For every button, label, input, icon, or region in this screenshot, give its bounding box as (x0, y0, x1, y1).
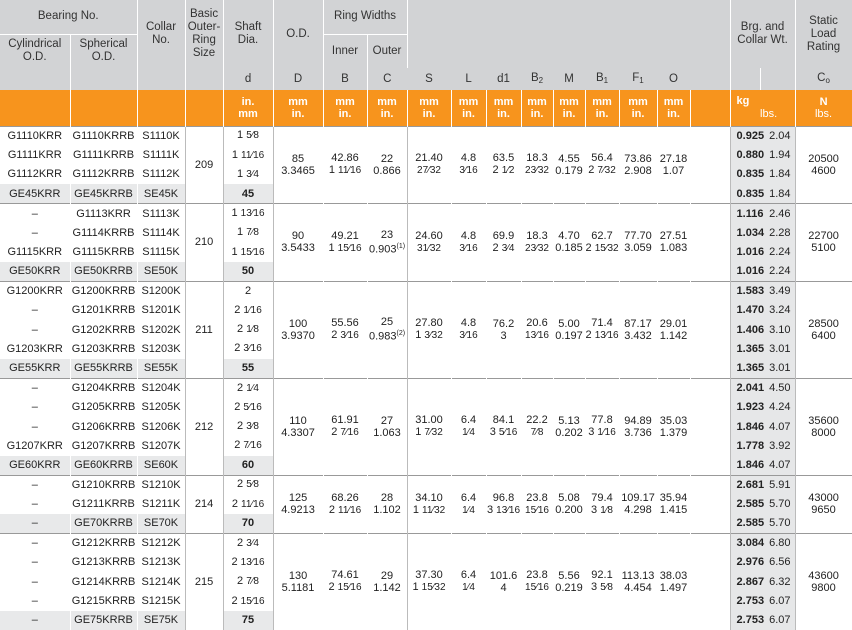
col-b2-cell: 23.8 15⁄16 (521, 533, 553, 630)
col-s-cell: 31.00 1 7⁄32 (407, 378, 451, 475)
cylindrical-od-cell: G1112KRR (7, 168, 63, 181)
table-row (0, 475, 852, 494)
static-load-cell: 43000 9650 (795, 475, 852, 533)
col-f1-cell: 94.89 3.736 (619, 378, 657, 475)
weight-lbs-cell: 1.94 (760, 145, 795, 164)
shaft-dia-cell: 2 1⁄8 (223, 320, 273, 339)
cylindrical-od-cell: – (0, 533, 70, 552)
cylindrical-od-cell: GE45KRR (0, 184, 70, 203)
col-m-cell: 5.00 0.197 (553, 281, 585, 378)
brg-collar-wt-header: Brg. and Collar Wt. (730, 0, 795, 68)
col-d1-cell: 76.2 3 (486, 281, 521, 378)
bearing-no-header: Bearing No. (0, 0, 137, 34)
cylindrical-od-cell: – (0, 475, 70, 494)
weight-lbs-cell: 3.49 (760, 281, 795, 300)
weight-kg-cell: 2.585 (730, 494, 760, 513)
cylindrical-od-header: Cylindrical O.D. (0, 34, 70, 68)
unit-mm-in: mm in. (323, 90, 367, 126)
collar-no-cell: S1110K (137, 126, 185, 145)
col-f1-cell: 109.17 4.298 (619, 475, 657, 533)
shaft-dia-cell: 2 11⁄16 (223, 494, 273, 513)
unit-lbs: lbs. (760, 90, 795, 126)
col-od-cell: 85 3.3465 (273, 126, 323, 204)
shaft-dia-cell: 75 (223, 611, 273, 630)
spherical-od-cell: G1204KRRB (70, 378, 137, 397)
col-f1-header: $F_1$ (619, 68, 657, 90)
cylindrical-od-cell: GE60KRR (0, 456, 70, 475)
col-od-cell: 100 3.9370 (273, 281, 323, 378)
col-o-header: O (657, 68, 690, 90)
weight-lbs-cell: 6.56 (760, 553, 795, 572)
spherical-od-cell: G1202KRRB (70, 320, 137, 339)
col-od-cell: 110 4.3307 (273, 378, 323, 475)
unit-mm-in: mm in. (273, 90, 323, 126)
weight-kg-cell: 3.084 (730, 533, 760, 552)
spherical-od-cell: G1213KRRB (70, 553, 137, 572)
spherical-od-cell: GE50KRRB (70, 262, 137, 281)
col-d1-cell: 63.5 2 1⁄2 (486, 126, 521, 204)
col-b1-cell: 79.4 3 1⁄8 (585, 475, 619, 533)
col-s-cell: 37.30 1 15⁄32 (407, 533, 451, 630)
weight-kg-cell: 1.016 (730, 242, 760, 261)
basic-ring-size-cell: 215 (185, 533, 223, 630)
spherical-od-cell: GE45KRRB (70, 184, 137, 203)
col-inner-b-cell: 74.61 2 15⁄16 (323, 533, 367, 630)
collar-no-cell: S1111K (137, 145, 185, 164)
col-b2-cell: 18.3 23⁄32 (521, 204, 553, 282)
cylindrical-od-cell: – (0, 514, 70, 533)
spherical-od-cell: G1113KRR (70, 204, 137, 223)
weight-lbs-cell: 6.07 (760, 611, 795, 630)
col-b2-cell: 22.2 7⁄8 (521, 378, 553, 475)
col-o-cell: 35.94 1.415 (657, 475, 690, 533)
col-outer-c-cell: 23 0.903$^{(1)}$ (367, 204, 407, 282)
weight-kg-cell: 2.585 (730, 514, 760, 533)
cylindrical-od-cell: – (0, 611, 70, 630)
col-m-cell: 4.55 0.179 (553, 126, 585, 204)
col-o-cell: 27.51 1.083 (657, 204, 690, 282)
col-od-cell: 125 4.9213 (273, 475, 323, 533)
weight-kg-cell: 2.681 (730, 475, 760, 494)
weight-lbs-cell: 4.07 (760, 417, 795, 436)
static-load-cell: 43600 9800 (795, 533, 852, 630)
weight-lbs-cell: 2.28 (760, 223, 795, 242)
basic-ring-size-cell: 212 (185, 378, 223, 475)
weight-kg-cell: 0.925 (730, 126, 760, 145)
spherical-od-cell: G1214KRRB (70, 572, 137, 591)
shaft-dia-cell: 1 15⁄16 (223, 242, 273, 261)
collar-no-cell: S1113K (137, 204, 185, 223)
table-row (0, 378, 852, 397)
spherical-od-cell: G1211KRRB (70, 494, 137, 513)
shaft-dia-cell: 2 1⁄16 (223, 301, 273, 320)
basic-ring-size-header: Basic Outer- Ring Size (185, 0, 223, 68)
col-o-cell: 35.03 1.379 (657, 378, 690, 475)
spherical-od-cell: GE75KRRB (70, 611, 137, 630)
col-m-cell: 4.70 0.185 (553, 204, 585, 282)
weight-kg-cell: 1.778 (730, 436, 760, 455)
spherical-od-cell: G1206KRRB (70, 417, 137, 436)
cylindrical-od-cell: G1115KRR (7, 246, 63, 259)
col-b2-cell: 20.6 13⁄16 (521, 281, 553, 378)
col-s-cell: 34.10 1 11⁄32 (407, 475, 451, 533)
col-f1-cell: 73.86 2.908 (619, 126, 657, 204)
col-l-header: L (451, 68, 486, 90)
col-l-cell: 6.4 1⁄4 (451, 533, 486, 630)
symbol-cell (185, 68, 223, 90)
spherical-od-cell: G1212KRRB (70, 533, 137, 552)
weight-kg-cell: 2.976 (730, 553, 760, 572)
col-l-cell: 4.8 3⁄16 (451, 204, 486, 282)
shaft-dia-cell: 1 3⁄4 (223, 165, 273, 184)
weight-kg-cell: 2.867 (730, 572, 760, 591)
spherical-od-cell: G1110KRRB (70, 126, 137, 145)
spherical-od-header: Spherical O.D. (70, 34, 137, 68)
col-d1-cell: 101.6 4 (486, 533, 521, 630)
weight-kg-cell: 1.846 (730, 417, 760, 436)
col-o-cell: 29.01 1.142 (657, 281, 690, 378)
spherical-od-cell: GE70KRRB (70, 514, 137, 533)
cylindrical-od-cell: GE55KRR (0, 359, 70, 378)
weight-kg-cell: 1.116 (730, 204, 760, 223)
weight-kg-cell: 1.583 (730, 281, 760, 300)
col-inner-b-cell: 49.21 1 15⁄16 (323, 204, 367, 282)
spherical-od-cell: G1203KRRB (70, 339, 137, 358)
static-load-cell: 20500 4600 (795, 126, 852, 204)
col-outer-c-cell: 29 1.142 (367, 533, 407, 630)
shaft-dia-header: Shaft Dia. (223, 0, 273, 68)
spherical-od-cell: G1114KRRB (70, 223, 137, 242)
weight-kg-cell: 1.016 (730, 262, 760, 281)
spherical-od-cell: G1215KRRB (70, 591, 137, 610)
collar-no-cell: S1205K (137, 397, 185, 416)
symbol-cell: D (273, 68, 323, 90)
spherical-od-cell: G1200KRRB (70, 281, 137, 300)
inner-header: Inner (323, 34, 367, 68)
col-l-cell: 4.8 3⁄16 (451, 281, 486, 378)
weight-kg-cell: 1.846 (730, 456, 760, 475)
collar-no-cell: S1214K (137, 572, 185, 591)
shaft-dia-cell: 45 (223, 184, 273, 203)
unit-mm-in: mm in. (451, 90, 486, 126)
unit-mm-in: mm in. (486, 90, 521, 126)
weight-lbs-cell: 6.32 (760, 572, 795, 591)
collar-no-cell: S1203K (137, 339, 185, 358)
weight-lbs-cell: 6.80 (760, 533, 795, 552)
col-d1-cell: 96.8 3 13⁄16 (486, 475, 521, 533)
weight-lbs-cell: 1.84 (760, 165, 795, 184)
weight-lbs-cell: 5.70 (760, 514, 795, 533)
shaft-dia-cell: 2 5⁄8 (223, 475, 273, 494)
collar-no-cell: S1201K (137, 301, 185, 320)
collar-no-cell: S1200K (137, 281, 185, 300)
shaft-dia-cell: 2 15⁄16 (223, 591, 273, 610)
col-l-cell: 6.4 1⁄4 (451, 378, 486, 475)
cylindrical-od-cell: G1110KRR (0, 126, 70, 145)
collar-no-cell: S1212K (137, 533, 185, 552)
weight-lbs-cell: 5.91 (760, 475, 795, 494)
shaft-dia-cell: 2 5⁄16 (223, 397, 273, 416)
unit-mm-in: mm in. (407, 90, 451, 126)
weight-lbs-cell: 2.46 (760, 204, 795, 223)
weight-lbs-cell: 3.10 (760, 320, 795, 339)
shaft-dia-cell: 2 1⁄4 (223, 378, 273, 397)
cylindrical-od-cell: – (31, 556, 38, 569)
cylindrical-od-cell: – (31, 420, 38, 433)
col-s-cell: 27.80 1 3⁄32 (407, 281, 451, 378)
shaft-dia-cell: 2 13⁄16 (223, 553, 273, 572)
shaft-dia-cell: 1 7⁄8 (223, 223, 273, 242)
unit-mm-in: mm in. (367, 90, 407, 126)
weight-kg-cell: 2.753 (730, 611, 760, 630)
collar-no-cell: S1204K (137, 378, 185, 397)
col-f1-cell: 77.70 3.059 (619, 204, 657, 282)
weight-lbs-cell: 4.24 (760, 397, 795, 416)
collar-no-cell: S1112K (137, 165, 185, 184)
static-symbol: $C_o$ (795, 68, 852, 90)
collar-no-cell: S1211K (137, 494, 185, 513)
collar-no-cell: SE45K (137, 184, 185, 203)
col-s-header: S (407, 68, 451, 90)
cylindrical-od-cell: – (31, 401, 38, 414)
collar-no-cell: S1114K (137, 223, 185, 242)
col-od-cell: 90 3.5433 (273, 204, 323, 282)
col-m-cell: 5.13 0.202 (553, 378, 585, 475)
cylindrical-od-cell: – (31, 498, 38, 511)
weight-kg-cell: 1.365 (730, 339, 760, 358)
static-load-cell: 22700 5100 (795, 204, 852, 282)
col-inner-b-cell: 42.86 1 11⁄16 (323, 126, 367, 204)
cylindrical-od-cell: – (31, 304, 38, 317)
col-outer-c-cell: 22 0.866 (367, 126, 407, 204)
spherical-od-cell: G1205KRRB (70, 397, 137, 416)
weight-lbs-cell: 4.50 (760, 378, 795, 397)
col-b2-header: $B_2$ (521, 68, 553, 90)
unit-mm-in: mm in. (657, 90, 690, 126)
spherical-od-cell: G1111KRRB (70, 145, 137, 164)
weight-kg-cell: 2.041 (730, 378, 760, 397)
table-row (0, 126, 852, 145)
cylindrical-od-cell: – (31, 323, 38, 336)
collar-no-cell: SE55K (137, 359, 185, 378)
weight-kg-cell: 2.753 (730, 591, 760, 610)
col-s-cell: 24.60 31⁄32 (407, 204, 451, 282)
collar-no-cell: SE75K (137, 611, 185, 630)
col-s-cell: 21.40 27⁄32 (407, 126, 451, 204)
cylindrical-od-cell: – (31, 575, 38, 588)
symbol-cell (137, 68, 185, 90)
shaft-dia-cell: 60 (223, 456, 273, 475)
col-d1-cell: 84.1 3 5⁄16 (486, 378, 521, 475)
unit-static: N lbs. (795, 90, 852, 126)
weight-lbs-cell: 3.24 (760, 301, 795, 320)
col-b1-cell: 92.1 3 5⁄8 (585, 533, 619, 630)
symbol-cell: C (367, 68, 407, 90)
weight-lbs-cell: 4.07 (760, 456, 795, 475)
cylindrical-od-cell: G1200KRR (0, 281, 70, 300)
collar-no-cell: S1207K (137, 436, 185, 455)
basic-ring-size-cell: 211 (185, 281, 223, 378)
collar-no-cell: S1215K (137, 591, 185, 610)
spherical-od-cell: G1207KRRB (70, 436, 137, 455)
unit-mm-in: mm in. (619, 90, 657, 126)
collar-no-header: Collar No. (137, 0, 185, 68)
col-m-header: M (553, 68, 585, 90)
col-inner-b-cell: 61.91 2 7⁄16 (323, 378, 367, 475)
collar-no-cell: SE60K (137, 456, 185, 475)
basic-ring-size-cell: 209 (185, 126, 223, 204)
collar-no-cell: S1213K (137, 553, 185, 572)
weight-kg-cell: 1.365 (730, 359, 760, 378)
weight-kg-cell: 1.923 (730, 397, 760, 416)
outer-header: Outer (367, 34, 407, 68)
spherical-od-cell: G1201KRRB (70, 301, 137, 320)
col-b2-cell: 18.3 23⁄32 (521, 126, 553, 204)
cylindrical-od-cell: G1203KRR (6, 342, 63, 355)
spherical-od-cell: GE60KRRB (70, 456, 137, 475)
col-inner-b-cell: 55.56 2 3⁄16 (323, 281, 367, 378)
shaft-dia-cell: 2 3⁄4 (223, 533, 273, 552)
weight-kg-cell: 0.835 (730, 165, 760, 184)
symbol-cell (0, 68, 70, 90)
basic-ring-size-cell: 210 (185, 204, 223, 282)
weight-lbs-cell: 1.84 (760, 184, 795, 203)
basic-ring-size-cell: 214 (185, 475, 223, 533)
shaft-dia-cell: 2 3⁄8 (223, 417, 273, 436)
shaft-dia-cell: 2 3⁄16 (223, 339, 273, 358)
weight-kg-cell: 0.880 (730, 145, 760, 164)
shaft-dia-cell: 1 5⁄8 (223, 126, 273, 145)
symbol-cell (70, 68, 137, 90)
cylindrical-od-cell: – (31, 226, 38, 239)
collar-no-cell: SE50K (137, 262, 185, 281)
collar-no-cell: S1210K (137, 475, 185, 494)
shaft-dia-cell: 50 (223, 262, 273, 281)
table-row (0, 533, 852, 552)
cylindrical-od-cell: – (0, 204, 70, 223)
col-od-cell: 130 5.1181 (273, 533, 323, 630)
weight-kg-cell: 0.835 (730, 184, 760, 203)
cylindrical-od-cell: GE50KRR (0, 262, 70, 281)
weight-kg-cell: 1.034 (730, 223, 760, 242)
dimension-header-blank (407, 0, 730, 68)
col-o-cell: 27.18 1.07 (657, 126, 690, 204)
collar-no-cell: S1206K (137, 417, 185, 436)
shaft-dia-cell: 70 (223, 514, 273, 533)
ring-widths-header: Ring Widths (323, 0, 407, 34)
table-row (0, 281, 852, 300)
shaft-dia-cell: 2 (223, 281, 273, 300)
unit-mm-in: mm in. (521, 90, 553, 126)
col-b1-cell: 56.4 2 7⁄32 (585, 126, 619, 204)
table-row (0, 204, 852, 223)
spherical-od-cell: G1112KRRB (70, 165, 137, 184)
col-d1-header: d1 (486, 68, 521, 90)
col-d1-cell: 69.9 2 3⁄4 (486, 204, 521, 282)
shaft-dia-cell: 2 7⁄16 (223, 436, 273, 455)
shaft-dia-cell: 2 7⁄8 (223, 572, 273, 591)
cylindrical-od-cell: – (31, 595, 38, 608)
weight-lbs-cell: 2.04 (760, 126, 795, 145)
shaft-dia-cell: 1 11⁄16 (223, 145, 273, 164)
col-l-cell: 6.4 1⁄4 (451, 475, 486, 533)
weight-lbs-cell: 3.92 (760, 436, 795, 455)
symbol-cell: B (323, 68, 367, 90)
spherical-od-cell: G1210KRRB (70, 475, 137, 494)
static-load-header: Static Load Rating (795, 0, 852, 68)
collar-no-cell: S1202K (137, 320, 185, 339)
weight-lbs-cell: 3.01 (760, 339, 795, 358)
unit-shaft: in. mm (223, 90, 273, 126)
collar-no-cell: S1115K (137, 242, 185, 261)
spherical-od-cell: GE55KRRB (70, 359, 137, 378)
cylindrical-od-cell: – (0, 378, 70, 397)
weight-kg-cell: 1.406 (730, 320, 760, 339)
col-o-cell: 38.03 1.497 (657, 533, 690, 630)
col-b1-cell: 77.8 3 1⁄16 (585, 378, 619, 475)
col-b1-cell: 62.7 2 15⁄32 (585, 204, 619, 282)
weight-lbs-cell: 2.24 (760, 242, 795, 261)
cylindrical-od-cell: G1207KRR (6, 439, 63, 452)
col-inner-b-cell: 68.26 2 11⁄16 (323, 475, 367, 533)
col-f1-cell: 87.17 3.432 (619, 281, 657, 378)
static-load-cell: 35600 8000 (795, 378, 852, 475)
od-header: O.D. (273, 0, 323, 68)
col-b1-header: $B_1$ (585, 68, 619, 90)
col-m-cell: 5.56 0.219 (553, 533, 585, 630)
spherical-od-cell: G1115KRRB (70, 242, 137, 261)
cylindrical-od-cell: G1111KRR (7, 149, 62, 162)
col-b1-cell: 71.4 2 13⁄16 (585, 281, 619, 378)
col-outer-c-cell: 28 1.102 (367, 475, 407, 533)
unit-mm-in: mm in. (585, 90, 619, 126)
unit-mm-in: mm in. (553, 90, 585, 126)
col-f1-cell: 113.13 4.454 (619, 533, 657, 630)
shaft-dia-cell: 1 13⁄16 (223, 204, 273, 223)
weight-kg-cell: 1.470 (730, 301, 760, 320)
unit-kg: kg (730, 90, 760, 126)
weight-lbs-cell: 2.24 (760, 262, 795, 281)
col-outer-c-cell: 27 1.063 (367, 378, 407, 475)
collar-no-cell: SE70K (137, 514, 185, 533)
col-b2-cell: 23.8 15⁄16 (521, 475, 553, 533)
static-load-cell: 28500 6400 (795, 281, 852, 378)
col-l-cell: 4.8 3⁄16 (451, 126, 486, 204)
weight-lbs-cell: 3.01 (760, 359, 795, 378)
col-outer-c-cell: 25 0.983$^{(2)}$ (367, 281, 407, 378)
symbol-cell: d (223, 68, 273, 90)
weight-lbs-cell: 5.70 (760, 494, 795, 513)
shaft-dia-cell: 55 (223, 359, 273, 378)
col-m-cell: 5.08 0.200 (553, 475, 585, 533)
weight-lbs-cell: 6.07 (760, 591, 795, 610)
